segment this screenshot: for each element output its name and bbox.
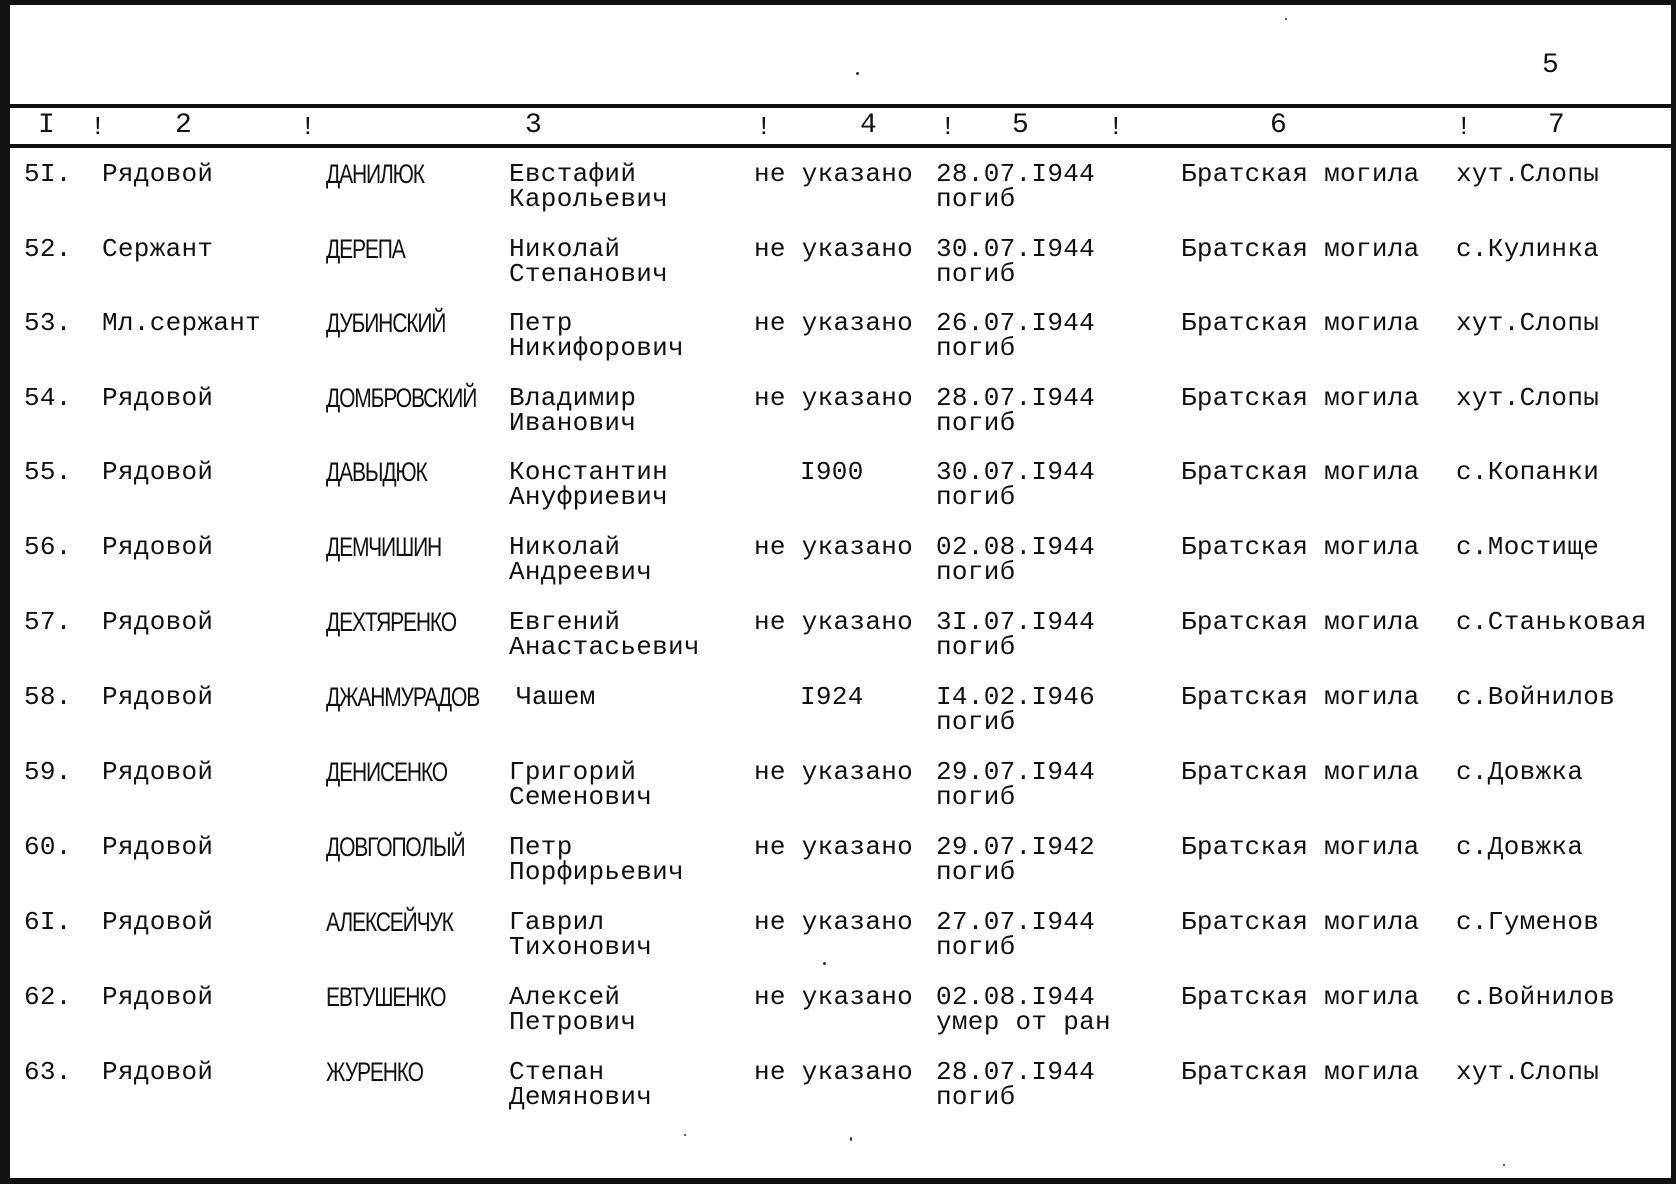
table-row	[0, 682, 1676, 759]
surname: ДЕНИСЕНКО	[326, 757, 448, 787]
burial-type: Братская могила	[1181, 607, 1420, 637]
military-rank: Рядовой	[102, 159, 214, 189]
col-separator: !	[1456, 112, 1472, 142]
burial-place: хут.Слопы	[1456, 1057, 1600, 1087]
given-name: Гаврил Тихонович	[509, 907, 653, 962]
surname: ДАВЫДЮК	[326, 457, 427, 487]
burial-type: Братская могила	[1181, 234, 1420, 264]
death-date: 28.07.I944 погиб	[936, 1057, 1096, 1112]
death-date: 29.07.I942 погиб	[936, 832, 1096, 887]
given-name: Николай Степанович	[509, 234, 669, 289]
surname: ДЕРЕПА	[326, 234, 405, 264]
col-header-3: 3	[525, 110, 542, 141]
patronymic: Иванович	[509, 408, 637, 438]
patronymic: Никифорович	[509, 333, 684, 363]
burial-type: Братская могила	[1181, 308, 1420, 338]
record-number: 62.	[24, 982, 72, 1012]
header-rule-bottom	[10, 144, 1676, 148]
burial-type: Братская могила	[1181, 682, 1420, 712]
burial-place: хут.Слопы	[1456, 383, 1600, 413]
death-date: 30.07.I944 погиб	[936, 457, 1096, 512]
given-name: Николай Андреевич	[509, 532, 653, 587]
birth-year: не указано	[754, 757, 914, 787]
page-border-top	[0, 0, 1676, 5]
death-date: 30.07.I944 погиб	[936, 234, 1096, 289]
military-rank: Рядовой	[102, 682, 214, 712]
death-status: погиб	[936, 1082, 1016, 1112]
birth-year: не указано	[754, 308, 914, 338]
death-date: I4.02.I946 погиб	[936, 682, 1096, 737]
given-name: Владимир Иванович	[509, 383, 637, 438]
birth-year: не указано	[754, 1057, 914, 1087]
given-name: Евстафий Карольевич	[509, 159, 669, 214]
given-name: Алексей Петрович	[509, 982, 637, 1037]
military-rank: Рядовой	[102, 832, 214, 862]
scan-speck	[850, 1137, 852, 1141]
patronymic: Андреевич	[509, 557, 653, 587]
record-number: 63.	[24, 1057, 72, 1087]
burial-place: хут.Слопы	[1456, 159, 1600, 189]
burial-type: Братская могила	[1181, 907, 1420, 937]
record-number: 53.	[24, 308, 72, 338]
page-border-bottom	[0, 1178, 1676, 1184]
scan-speck	[823, 962, 826, 965]
table-row	[0, 234, 1676, 311]
burial-type: Братская могила	[1181, 532, 1420, 562]
table-row	[0, 308, 1676, 385]
death-status: погиб	[936, 184, 1016, 214]
surname: ЕВТУШЕНКО	[326, 982, 446, 1012]
table-row	[0, 832, 1676, 909]
table-row	[0, 159, 1676, 236]
death-status: погиб	[936, 557, 1016, 587]
patronymic: Демянович	[509, 1082, 653, 1112]
death-date: 26.07.I944 погиб	[936, 308, 1096, 363]
burial-place: с.Станьковая	[1456, 607, 1647, 637]
burial-type: Братская могила	[1181, 457, 1420, 487]
death-status: погиб	[936, 259, 1016, 289]
death-date: 28.07.I944 погиб	[936, 159, 1096, 214]
record-number: 58.	[24, 682, 72, 712]
birth-year: не указано	[754, 159, 914, 189]
surname: ЖУРЕНКО	[326, 1057, 423, 1087]
record-number: 57.	[24, 607, 72, 637]
birth-year: не указано	[754, 383, 914, 413]
col-separator: !	[1108, 112, 1124, 142]
page-number: 5	[1542, 50, 1559, 81]
table-row	[0, 757, 1676, 834]
table-row	[0, 607, 1676, 684]
record-number: 54.	[24, 383, 72, 413]
col-header-1: I	[38, 110, 55, 141]
birth-year: не указано	[754, 907, 914, 937]
col-separator: !	[300, 112, 316, 142]
death-status: погиб	[936, 707, 1016, 737]
patronymic: Тихонович	[509, 932, 653, 962]
death-date: 3I.07.I944 погиб	[936, 607, 1096, 662]
birth-year: I924	[800, 682, 864, 712]
burial-place: с.Довжка	[1456, 757, 1584, 787]
death-date: 02.08.I944 погиб	[936, 532, 1096, 587]
scan-speck	[856, 72, 859, 75]
col-header-4: 4	[860, 110, 877, 141]
death-status: погиб	[936, 857, 1016, 887]
patronymic: Ануфриевич	[509, 482, 669, 512]
death-date: 28.07.I944 погиб	[936, 383, 1096, 438]
surname: ДЖАНМУРАДОВ	[326, 682, 480, 712]
burial-type: Братская могила	[1181, 757, 1420, 787]
table-row	[0, 1057, 1676, 1134]
death-status: погиб	[936, 408, 1016, 438]
death-status: погиб	[936, 632, 1016, 662]
record-number: 52.	[24, 234, 72, 264]
col-header-2: 2	[175, 110, 192, 141]
scan-speck	[1503, 1164, 1505, 1166]
death-status: умер от ран	[936, 1007, 1111, 1037]
col-header-5: 5	[1012, 110, 1029, 141]
military-rank: Рядовой	[102, 383, 214, 413]
surname: ДЕХТЯРЕНКО	[326, 607, 456, 637]
death-status: погиб	[936, 932, 1016, 962]
birth-year: не указано	[754, 607, 914, 637]
given-name: Константин Ануфриевич	[509, 457, 669, 512]
given-name: Петр Никифорович	[509, 308, 684, 363]
military-rank: Рядовой	[102, 907, 214, 937]
military-rank: Рядовой	[102, 1057, 214, 1087]
given-name: Петр Порфирьевич	[509, 832, 684, 887]
patronymic: Порфирьевич	[509, 857, 684, 887]
birth-year: не указано	[754, 982, 914, 1012]
birth-year: не указано	[754, 234, 914, 264]
given-name: Григорий Семенович	[509, 757, 653, 812]
table-row	[0, 457, 1676, 534]
death-status: погиб	[936, 482, 1016, 512]
record-number: 60.	[24, 832, 72, 862]
scan-speck	[1285, 18, 1287, 20]
record-number: 6I.	[24, 907, 72, 937]
burial-place: с.Кулинка	[1456, 234, 1600, 264]
given-name: Чашем	[516, 682, 596, 712]
birth-year: I900	[800, 457, 864, 487]
patronymic: Семенович	[509, 782, 653, 812]
table-row	[0, 383, 1676, 460]
table-row	[0, 982, 1676, 1059]
col-separator: !	[756, 112, 772, 142]
record-number: 56.	[24, 532, 72, 562]
record-number: 55.	[24, 457, 72, 487]
surname: АЛЕКСЕЙЧУК	[326, 907, 453, 937]
patronymic: Карольевич	[509, 184, 669, 214]
surname: ДОВГОПОЛЫЙ	[326, 832, 465, 862]
death-date: 27.07.I944 погиб	[936, 907, 1096, 962]
scan-speck	[684, 1134, 686, 1136]
header-rule-top	[10, 104, 1676, 108]
record-number: 5I.	[24, 159, 72, 189]
given-name: Евгений Анастасьевич	[509, 607, 700, 662]
record-number: 59.	[24, 757, 72, 787]
burial-place: с.Гуменов	[1456, 907, 1600, 937]
burial-place: хут.Слопы	[1456, 308, 1600, 338]
burial-place: с.Довжка	[1456, 832, 1584, 862]
burial-type: Братская могила	[1181, 982, 1420, 1012]
table-row	[0, 907, 1676, 984]
patronymic: Анастасьевич	[509, 632, 700, 662]
death-date: 02.08.I944 умер от ран	[936, 982, 1111, 1037]
patronymic: Петрович	[509, 1007, 637, 1037]
col-separator: !	[90, 112, 106, 142]
burial-place: с.Копанки	[1456, 457, 1600, 487]
military-rank: Рядовой	[102, 607, 214, 637]
military-rank: Мл.сержант	[102, 308, 262, 338]
military-rank: Рядовой	[102, 982, 214, 1012]
col-header-7: 7	[1548, 110, 1565, 141]
death-date: 29.07.I944 погиб	[936, 757, 1096, 812]
col-header-6: 6	[1270, 110, 1287, 141]
military-rank: Сержант	[102, 234, 214, 264]
burial-type: Братская могила	[1181, 832, 1420, 862]
birth-year: не указано	[754, 532, 914, 562]
col-separator: !	[940, 112, 956, 142]
patronymic: Степанович	[509, 259, 669, 289]
surname: ДОМБРОВСКИЙ	[326, 383, 477, 413]
military-rank: Рядовой	[102, 757, 214, 787]
burial-type: Братская могила	[1181, 159, 1420, 189]
table-row	[0, 532, 1676, 609]
surname: ДЕМЧИШИН	[326, 532, 442, 562]
burial-type: Братская могила	[1181, 383, 1420, 413]
surname: ДУБИНСКИЙ	[326, 308, 446, 338]
burial-place: с.Войнилов	[1456, 982, 1616, 1012]
death-status: погиб	[936, 782, 1016, 812]
burial-place: с.Войнилов	[1456, 682, 1616, 712]
death-status: погиб	[936, 333, 1016, 363]
burial-type: Братская могила	[1181, 1057, 1420, 1087]
birth-year: не указано	[754, 832, 914, 862]
military-rank: Рядовой	[102, 457, 214, 487]
surname: ДАНИЛЮК	[326, 159, 424, 189]
given-name: Степан Демянович	[509, 1057, 653, 1112]
military-rank: Рядовой	[102, 532, 214, 562]
burial-place: с.Мостище	[1456, 532, 1600, 562]
